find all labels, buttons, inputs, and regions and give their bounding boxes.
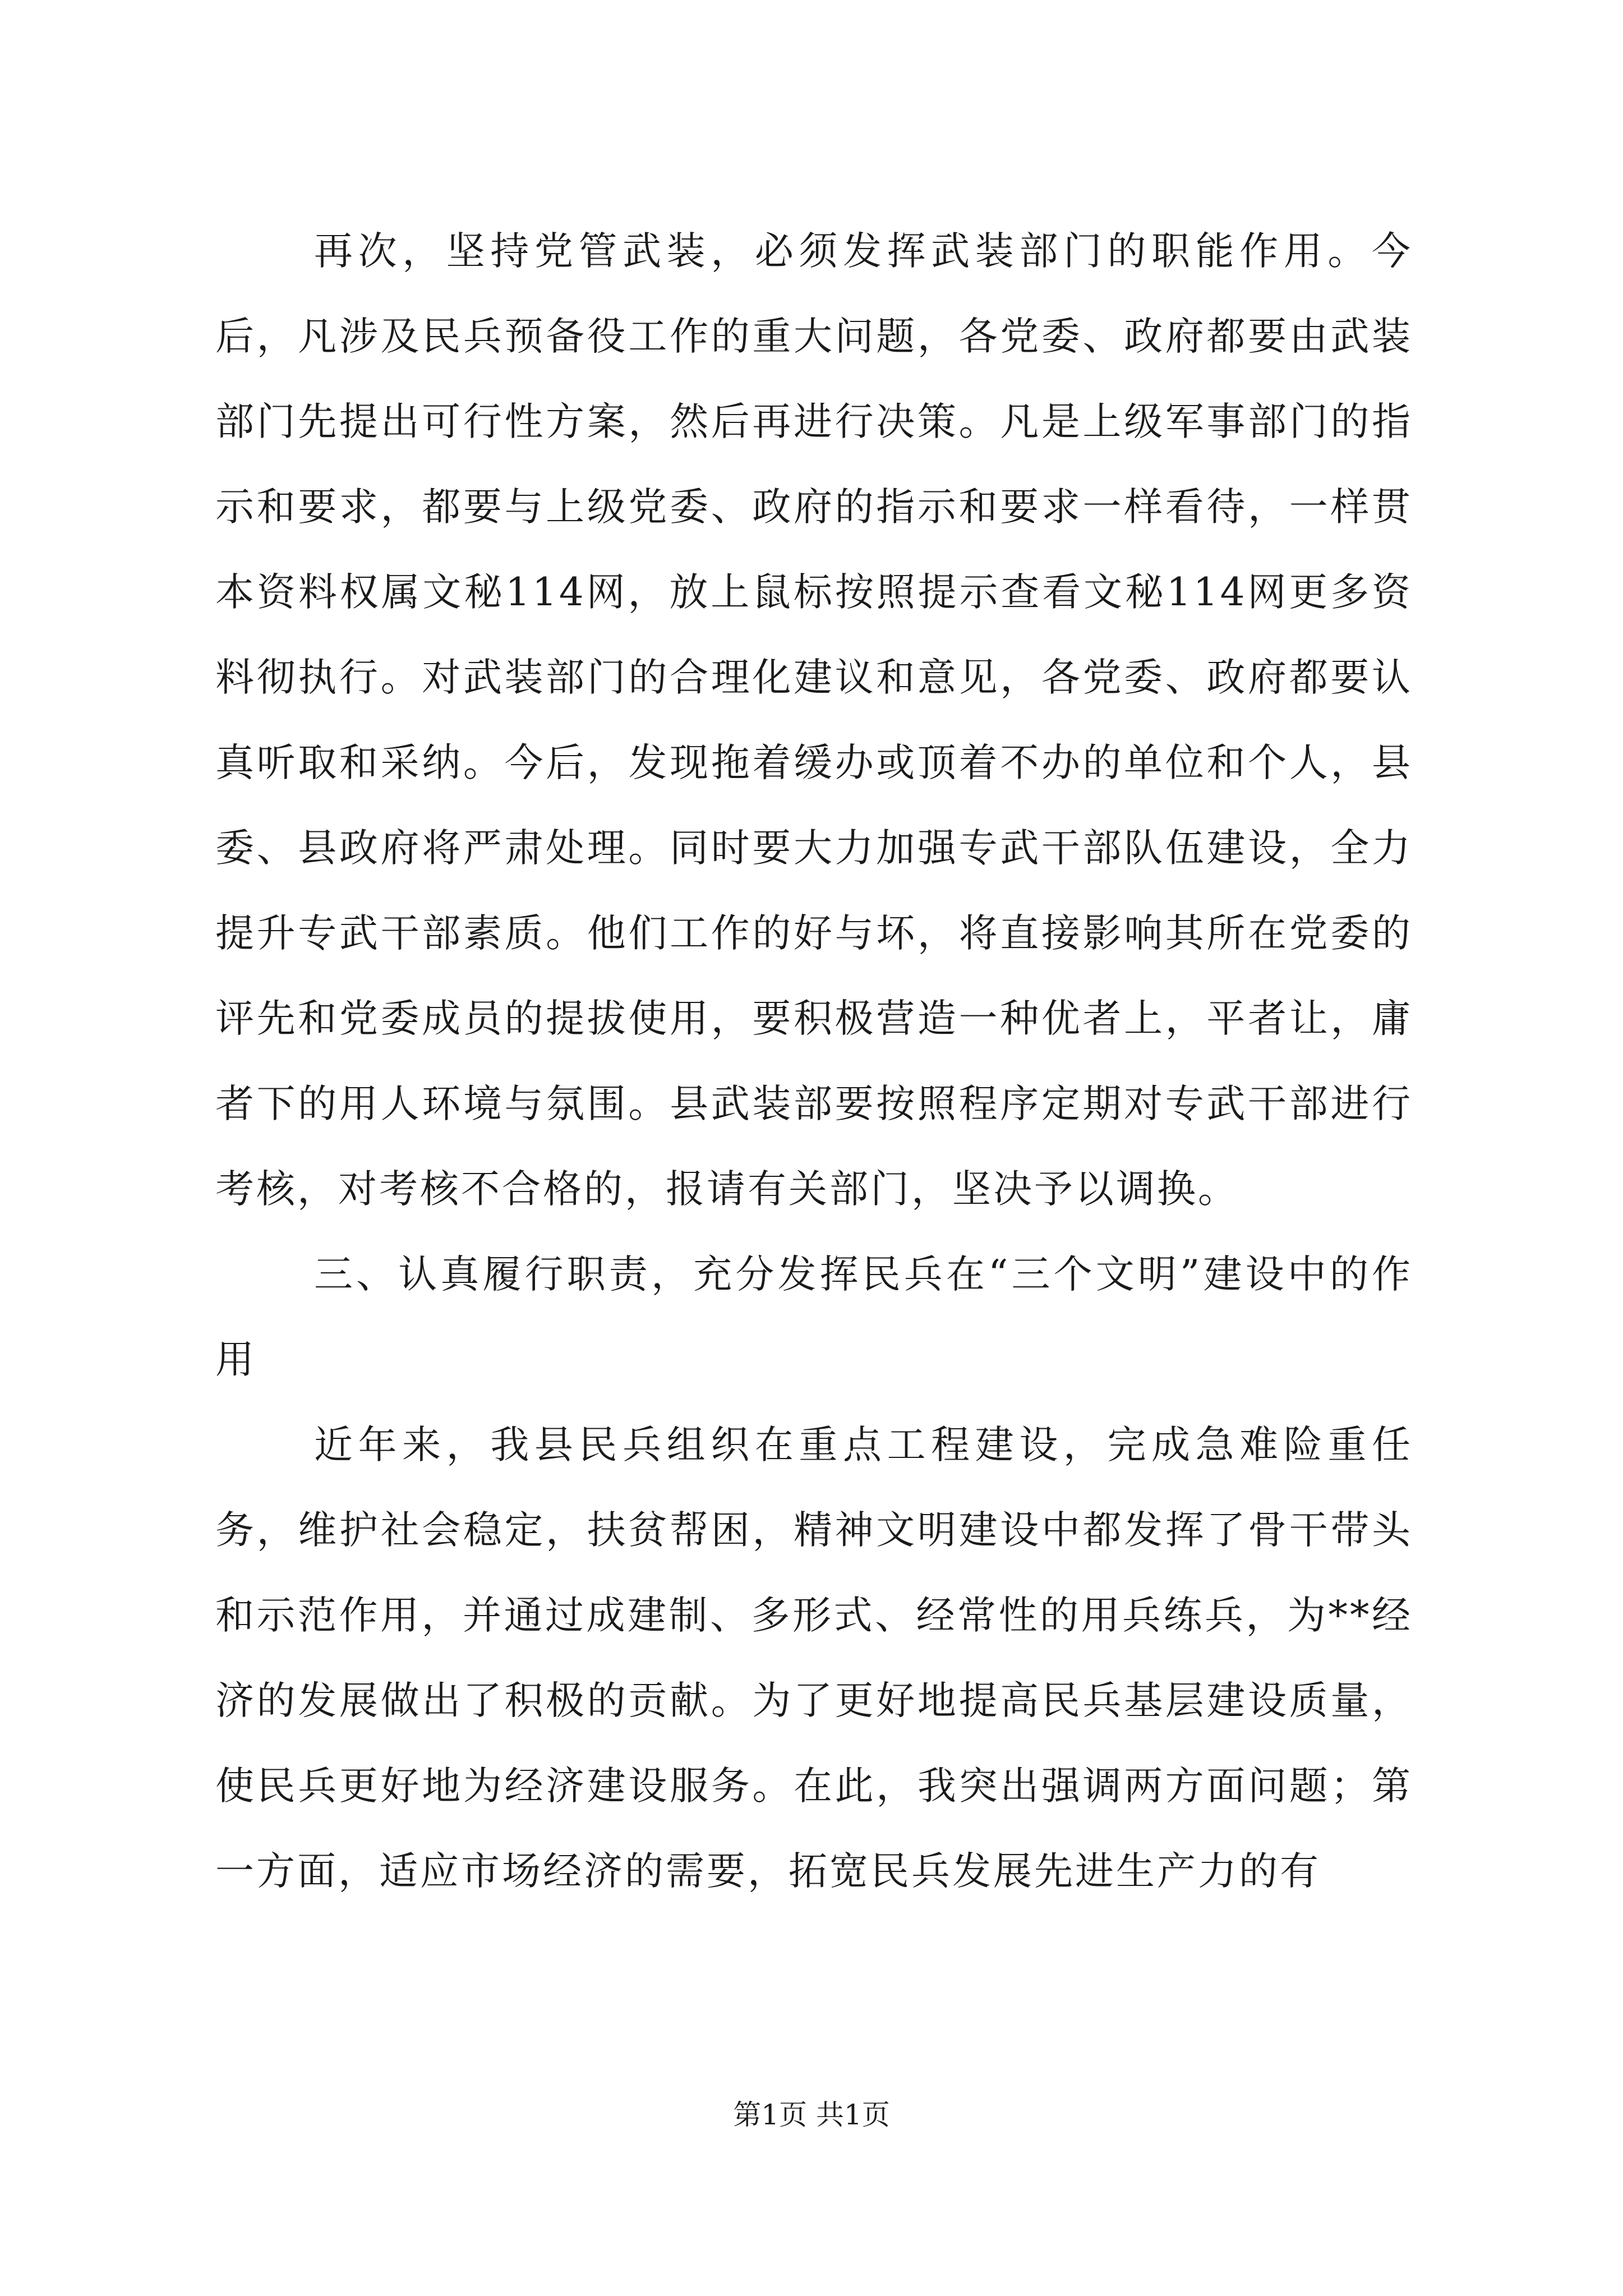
page-footer: 第1页 共1页 [733, 2099, 890, 2131]
document-body [215, 209, 1413, 1914]
paragraph-militia-role: 近年来，我县民兵组织在重点工程建设，完成急难险重任务，维护社会稳定，扶贫帮困，精神文明建设中都发挥了骨干带头和示范作用，并通过成建制、多形式、经常性的用兵练兵，为**经济的发展做出了积极的贡献。为了更好地提高民兵基层建设质量，使民兵更好地为经济建设服务。在此，我突出强调两方面问题；第一方面，适应市场经济的需要，拓宽民兵发展先进生产力的有 [215, 1423, 1413, 1894]
paragraph-party-control-armed-forces: 再次，坚持党管武装，必须发挥武装部门的职能作用。今后，凡涉及民兵预备役工作的重大问题，各党委、政府都要由武装部门先提出可行性方案，然后再进行决策。凡是上级军事部门的指示和要求，都要与上级党委、政府的指示和要求一样看待，一样贯本资料权属文秘114网，放上鼠标按照提示查看文秘114网更多资料彻执行。对武装部门的合理化建议和意见，各党委、政府都要认真听取和采纳。今后，发现拖着缓办或顶着不办的单位和个人，县委、县政府将严肃处理。同时要大力加强专武干部队伍建设，全力提升专武干部素质。他们工作的好与坏，将直接影响其所在党委的评先和党委成员的提拔使用，要积极营造一种优者上，平者让，庸者下的用人环境与氛围。县武装部要按照程序定期对专武干部进行考核，对考核不合格的，报请有关部门，坚决予以调换。 [215, 229, 1413, 1212]
section-heading-three: 三、认真履行职责，充分发挥民兵在“三个文明”建设中的作用 [215, 1252, 1413, 1382]
